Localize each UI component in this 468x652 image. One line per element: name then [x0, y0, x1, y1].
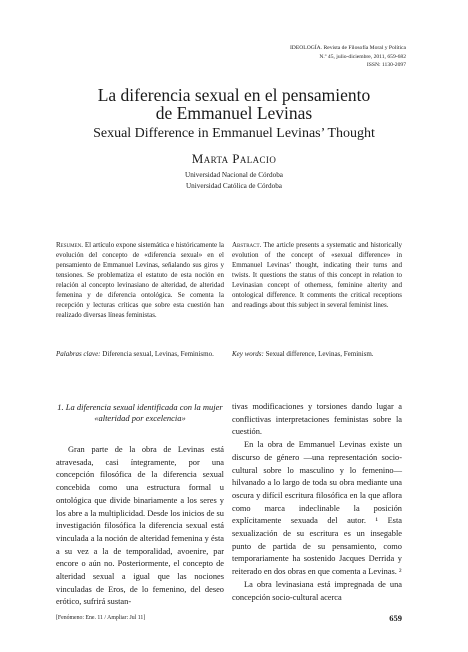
author-name: Marta Palacio [191, 151, 277, 166]
body-right-paragraph-1: tivas modificaciones y torsiones dando lugar a conflictivas interpretaciones feministas sobre la cuestión. [232, 402, 402, 437]
abstract-text: The article presents a systematic and historically evolution of the concept of «sexual difference» in Emmanuel Levinas’ thought, indicating their turns and twists. It questions the status of this concept in relation to Levinasian concept of otherness, feminine alterity and ontological difference. It comments the critical receptions and readings about this subject in several feminist lines. [232, 241, 403, 309]
keywords-en-label: Key words: [232, 350, 264, 358]
section-heading: 1. La diferencia sexual identificada con la mujer «alteridad por excelencia» [57, 402, 223, 423]
body-right-paragraph-3: La obra levinasiana está impregnada de una concepción socio-cultural acerca [232, 579, 402, 602]
body-right-paragraph-2: En la obra de Emmanuel Levinas existe un discurso de género —una representación socio-cultural sobre lo masculino y lo femenino— hilvanado a lo largo de toda su obra mediante una oscura y difícil escritura filosófica en la que aflora como marca indeclinable la posición explícitamente sexuada del autor. ¹ Esta sexualización de su escritura es un insegable punto de partida de su pensamiento, como temporariamente ha sostenido Jacques Derrida y reiterado en dos obras en que comenta a Levinas. ² [232, 440, 402, 577]
article-title-en: Sexual Difference in Emmanuel Levinas’ Thought [93, 126, 375, 141]
footer-citation: [Fenómeno: Ene. 11 / Ampliar: Jul 11] [56, 615, 146, 621]
title-es-line1: La diferencia sexual en el pensamiento [97, 85, 371, 105]
affiliation-1: Universidad Nacional de Córdoba [185, 171, 283, 179]
keywords-en-text: Sexual difference, Levinas, Feminism. [265, 350, 374, 358]
journal-header [206, 44, 406, 70]
title-es-line2: de Emmanuel Levinas [155, 103, 313, 123]
keywords-es [56, 349, 224, 360]
keywords-es-label: Palabras clave: [56, 350, 101, 358]
keywords-es-text: Diferencia sexual, Levinas, Feminismo. [102, 350, 214, 358]
page-number: 659 [389, 613, 402, 623]
body-left-paragraph: Gran parte de la obra de Levinas está atravesada, casi íntegramente, por una concepción filosófica de la diferencia sexual concebida como una estructura formal u ontológica que divide binariamente a los seres y los abre a la multiplicidad. Desde los inicios de su investigación filosófica la diferencia sexual está vinculada a la noción de alteridad femenina y ésta a su vez a la de temporalidad, avoenire, par encore o aún no. Posteriormente, el concepto de alteridad sexual a igual que las nociones vinculadas de Eros, de lo femenino, del deseo erótico, sufrirá sustan- [56, 445, 224, 607]
keywords-en [232, 349, 402, 360]
article-title-es [0, 86, 468, 122]
body-right-column [232, 401, 402, 604]
abstract [232, 240, 402, 310]
affiliation-2: Universidad Católica de Córdoba [185, 181, 282, 190]
body-left-column [56, 444, 224, 609]
journal-issue: N.º 45, julio-diciembre, 2011, 659-682 [319, 53, 406, 60]
journal-name: IDEOLOGÍA. Revista de Filosofía Moral y Política [289, 45, 406, 51]
resumen-text: El artículo expone sistemática e históricamente la evolución del concepto de «diferencia sexual» en el pensamiento de Emmanuel Levinas, señalando sus giros y tensiones. Se problematiza el estatuto de esta noción en relación al concepto levinasiano de alteridad, de alteridad femenina y de diferencia ontológica. Se comenta la recepción y lecturas críticas que sobre esta cuestión han realizado diversas líneas feministas. [56, 241, 225, 319]
resumen-label: Resumen. [56, 241, 83, 249]
resumen [56, 240, 224, 320]
journal-issn: ISSN: 1130-2097 [366, 62, 406, 69]
abstract-label: Abstract. [232, 241, 262, 249]
affiliations [0, 170, 468, 191]
